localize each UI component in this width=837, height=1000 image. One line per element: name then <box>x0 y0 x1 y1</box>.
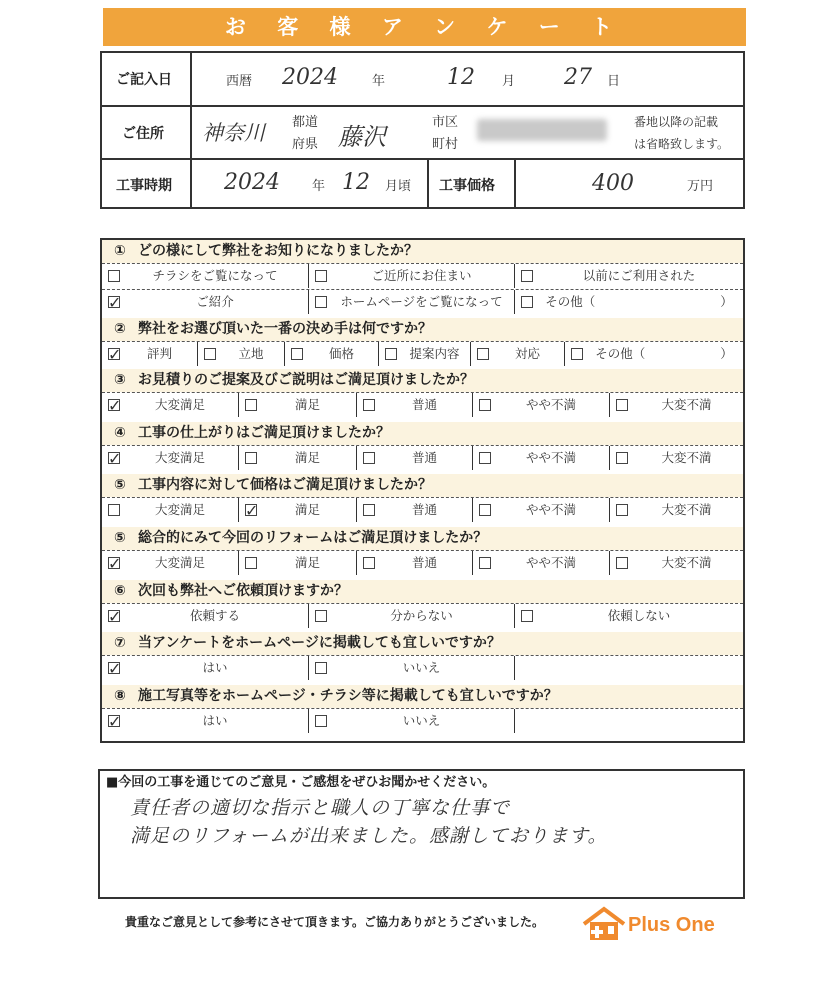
option-row <box>102 392 743 417</box>
option-label: その他（ ） <box>595 346 733 361</box>
option <box>514 709 743 733</box>
option[interactable] <box>197 342 284 366</box>
option[interactable] <box>609 498 743 522</box>
option-label: ご近所にお住まい <box>371 268 472 283</box>
pref-label-2: 府県 <box>292 137 319 152</box>
prefecture-value: 神奈川 <box>202 121 265 145</box>
option <box>514 656 743 680</box>
comment-line-1: 責任者の適切な指示と職人の丁寧な仕事で <box>130 797 511 819</box>
option[interactable] <box>609 551 743 575</box>
option[interactable] <box>472 551 609 575</box>
option[interactable] <box>102 498 238 522</box>
option-label: 普通 <box>411 397 437 412</box>
check-mark-icon: ✓ <box>245 501 259 520</box>
era-label: 西暦 <box>226 74 253 89</box>
question-heading <box>102 685 743 708</box>
checkbox[interactable] <box>291 348 303 360</box>
period-year-value: 2024 <box>224 170 280 195</box>
option[interactable] <box>308 290 514 314</box>
checkbox[interactable] <box>315 270 327 282</box>
checkbox[interactable] <box>479 452 491 464</box>
checkbox[interactable] <box>479 504 491 516</box>
question-number: ⑤ <box>114 530 126 546</box>
month-unit: 月 <box>502 74 516 89</box>
price-value: 400 <box>592 171 634 196</box>
header-table <box>100 51 745 209</box>
question-heading <box>102 422 743 445</box>
question-text: 次回も弊社へご依頼頂けますか？ <box>138 583 348 599</box>
option-label: 立地 <box>238 346 264 361</box>
checkbox[interactable] <box>571 348 583 360</box>
question-text: 工事内容に対して価格はご満足頂けましたか？ <box>138 477 432 493</box>
option-label: いいえ <box>402 713 441 728</box>
option[interactable] <box>238 393 356 417</box>
question-text: 弊社をお選び頂いた一番の決め手は何ですか？ <box>138 321 432 337</box>
period-year-unit: 年 <box>312 179 326 194</box>
footer-thanks: 貴重なご意見として参考にさせて頂きます。ご協力ありがとうございました。 <box>125 915 545 929</box>
ward-label-1: 市区 <box>432 115 459 130</box>
option-row <box>102 341 743 366</box>
check-mark-icon: ✓ <box>108 449 122 468</box>
checkbox[interactable] <box>245 452 257 464</box>
option-label: 提案内容 <box>409 346 460 361</box>
option-label: 満足 <box>294 450 320 465</box>
checkbox[interactable] <box>315 296 327 308</box>
checkbox[interactable] <box>616 399 628 411</box>
option[interactable] <box>472 393 609 417</box>
price-unit: 万円 <box>687 179 714 194</box>
option[interactable] <box>308 709 514 733</box>
option-label: 価格 <box>328 346 354 361</box>
checkbox[interactable] <box>204 348 216 360</box>
option-label: 満足 <box>294 555 320 570</box>
checkbox[interactable] <box>363 504 375 516</box>
option-label: 大変不満 <box>661 397 712 412</box>
option[interactable] <box>356 393 472 417</box>
check-mark-icon: ✓ <box>108 293 122 312</box>
option-label: やや不満 <box>525 555 576 570</box>
option[interactable] <box>102 393 238 417</box>
year-value: 2024 <box>282 65 338 90</box>
option[interactable] <box>514 604 743 628</box>
checkbox[interactable] <box>363 399 375 411</box>
option[interactable] <box>378 342 470 366</box>
option-label: ホームページをご覧になって <box>340 294 503 309</box>
option[interactable] <box>102 264 308 288</box>
survey-title: お 客 様 ア ン ケ ー ト <box>103 8 746 46</box>
checkbox[interactable] <box>108 504 120 516</box>
checkbox[interactable] <box>521 270 533 282</box>
option[interactable] <box>102 656 308 680</box>
option[interactable] <box>284 342 378 366</box>
question-heading <box>102 240 743 263</box>
option[interactable] <box>102 290 308 314</box>
option-label: 大変不満 <box>661 502 712 517</box>
option-label: やや不満 <box>525 397 576 412</box>
question-text: 施工写真等をホームページ・チラシ等に掲載しても宜しいですか？ <box>138 688 558 704</box>
day-unit: 日 <box>607 74 621 89</box>
question-number: ⑥ <box>114 583 126 599</box>
option[interactable] <box>238 498 356 522</box>
checkbox[interactable] <box>245 557 257 569</box>
option-label: 普通 <box>411 502 437 517</box>
option[interactable] <box>102 709 308 733</box>
checkbox[interactable] <box>363 452 375 464</box>
check-mark-icon: ✓ <box>108 396 122 415</box>
check-mark-icon: ✓ <box>108 345 122 364</box>
option-row <box>102 708 743 733</box>
question-text: お見積りのご提案及びご説明はご満足頂けましたか？ <box>138 372 474 388</box>
option-label: チラシをご覧になって <box>152 268 278 283</box>
option[interactable] <box>356 498 472 522</box>
checkbox[interactable] <box>479 399 491 411</box>
question-text: 工事の仕上がりはご満足頂けましたか？ <box>138 425 390 441</box>
option-row <box>102 445 743 470</box>
question-heading <box>102 318 743 341</box>
checkbox[interactable] <box>315 610 327 622</box>
option-label: 大変満足 <box>154 555 205 570</box>
question-heading <box>102 527 743 550</box>
city-value: 藤沢 <box>338 123 386 151</box>
option[interactable] <box>102 446 238 470</box>
option[interactable] <box>472 446 609 470</box>
option[interactable] <box>308 604 514 628</box>
check-mark-icon: ✓ <box>108 659 122 678</box>
question-text: 総合的にみて今回のリフォームはご満足頂けましたか？ <box>138 530 488 546</box>
option[interactable] <box>102 604 308 628</box>
checkbox[interactable] <box>315 715 327 727</box>
checkbox[interactable] <box>363 557 375 569</box>
option-label: やや不満 <box>525 502 576 517</box>
price-label: 工事価格 <box>439 178 495 194</box>
option-label: はい <box>202 713 228 728</box>
question-heading <box>102 580 743 603</box>
period-label: 工事時期 <box>116 178 172 194</box>
checkbox[interactable] <box>521 296 533 308</box>
question-text: 当アンケートをホームページに掲載しても宜しいですか？ <box>138 635 501 651</box>
pref-label-1: 都道 <box>292 115 319 130</box>
option-label: 大変満足 <box>154 450 205 465</box>
comment-heading: ■今回の工事を通じてのご意見・ご感想をぜひお聞かせください。 <box>106 775 496 790</box>
option-row <box>102 655 743 680</box>
checkbox[interactable] <box>616 557 628 569</box>
checkbox[interactable] <box>108 270 120 282</box>
option-label: いいえ <box>402 660 441 675</box>
option-label: 満足 <box>294 397 320 412</box>
period-month-unit: 月頃 <box>385 179 412 194</box>
option[interactable] <box>308 264 514 288</box>
year-unit: 年 <box>372 74 386 89</box>
survey-questions <box>100 238 745 743</box>
check-mark-icon: ✓ <box>108 607 122 626</box>
address-label: ご住所 <box>122 126 164 142</box>
option-label: 大変満足 <box>154 397 205 412</box>
logo-text: Plus One <box>628 914 715 936</box>
comment-line-2: 満足のリフォームが出来ました。感謝しております。 <box>130 825 608 847</box>
question-text: どの様にして弊社をお知りになりましたか？ <box>138 243 418 259</box>
option[interactable] <box>356 446 472 470</box>
checkbox[interactable] <box>245 399 257 411</box>
checkbox[interactable] <box>479 557 491 569</box>
option-label: 大変不満 <box>661 450 712 465</box>
option-row <box>102 263 743 288</box>
check-mark-icon: ✓ <box>108 712 122 731</box>
option-label: はい <box>202 660 228 675</box>
option-row <box>102 497 743 522</box>
question-number: ③ <box>114 372 126 388</box>
option[interactable] <box>238 446 356 470</box>
option[interactable] <box>356 551 472 575</box>
address-note-2: は省略致します。 <box>634 137 730 151</box>
question-number: ⑦ <box>114 635 126 651</box>
option-label: 対応 <box>514 346 540 361</box>
comment-box <box>98 769 745 899</box>
option-label: 普通 <box>411 450 437 465</box>
day-value: 27 <box>564 65 592 90</box>
option[interactable] <box>609 446 743 470</box>
option-label: 普通 <box>411 555 437 570</box>
question-heading <box>102 474 743 497</box>
option[interactable] <box>514 264 743 288</box>
question-number: ① <box>114 243 126 259</box>
question-number: ⑤ <box>114 477 126 493</box>
question-heading <box>102 632 743 655</box>
checkbox[interactable] <box>477 348 489 360</box>
redacted-address <box>477 119 607 141</box>
date-label: ご記入日 <box>116 72 172 88</box>
check-mark-icon: ✓ <box>108 554 122 573</box>
plus-one-logo <box>582 906 732 946</box>
address-note-1: 番地以降の記載 <box>634 115 719 129</box>
option[interactable] <box>609 393 743 417</box>
option[interactable] <box>102 551 238 575</box>
checkbox[interactable] <box>616 452 628 464</box>
house-logo-icon <box>582 906 626 942</box>
checkbox[interactable] <box>315 662 327 674</box>
question-number: ② <box>114 321 126 337</box>
checkbox[interactable] <box>385 348 397 360</box>
option-label: その他（ ） <box>545 294 733 309</box>
option-label: 満足 <box>294 502 320 517</box>
option-label: 依頼しない <box>607 608 671 623</box>
option[interactable] <box>238 551 356 575</box>
option[interactable] <box>514 290 743 314</box>
checkbox[interactable] <box>521 610 533 622</box>
option-label: 以前にご利用された <box>582 268 696 283</box>
ward-label-2: 町村 <box>432 137 459 152</box>
option-row <box>102 550 743 575</box>
question-number: ⑧ <box>114 688 126 704</box>
option-label: 大変不満 <box>661 555 712 570</box>
option-label: 大変満足 <box>154 502 205 517</box>
option-label: 分からない <box>390 608 453 623</box>
option-label: 依頼する <box>189 608 240 623</box>
option[interactable] <box>472 498 609 522</box>
option[interactable] <box>564 342 743 366</box>
option-row <box>102 289 743 314</box>
option-label: やや不満 <box>525 450 576 465</box>
question-number: ④ <box>114 425 126 441</box>
question-heading <box>102 369 743 392</box>
period-month-value: 12 <box>342 170 370 195</box>
option[interactable] <box>102 342 197 366</box>
option-row <box>102 603 743 628</box>
option-label: 評判 <box>146 346 172 361</box>
option-label: ご紹介 <box>196 294 234 309</box>
option[interactable] <box>308 656 514 680</box>
month-value: 12 <box>447 65 475 90</box>
checkbox[interactable] <box>616 504 628 516</box>
option[interactable] <box>470 342 564 366</box>
